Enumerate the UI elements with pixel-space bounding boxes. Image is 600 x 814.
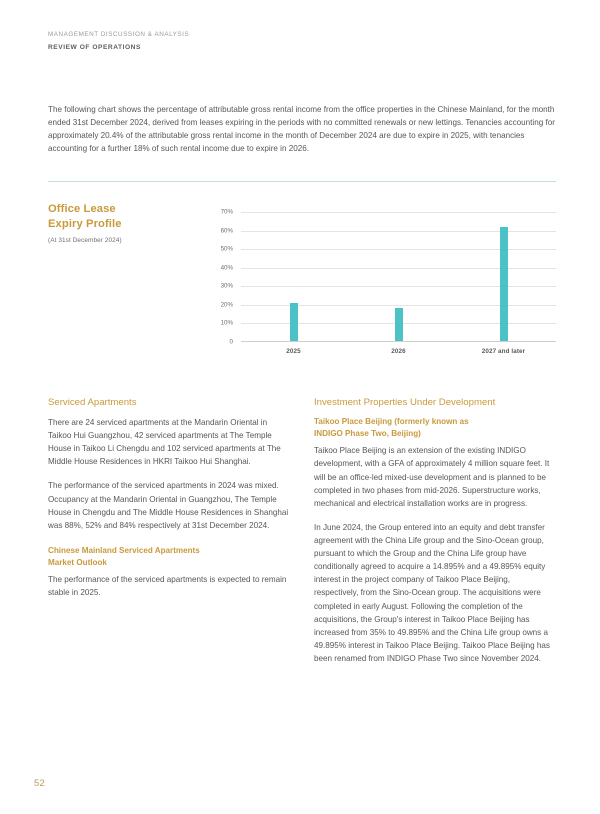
left-section-heading: Serviced Apartments [48,397,137,408]
right-subheading-line1: Taikoo Place Beijing (formerly known as [314,417,469,427]
y-tick-label: 70% [220,208,233,216]
section-divider [48,181,556,182]
right-section-heading: Investment Properties Under Development [314,397,496,408]
chart-y-axis [205,208,237,346]
x-tick-label: 2025 [286,348,301,355]
right-subheading-line2: INDIGO Phase Two, Beijing) [314,429,421,439]
header-section-label: MANAGEMENT DISCUSSION & ANALYSIS [48,31,190,38]
left-subheading-line1: Chinese Mainland Serviced Apartments [48,545,200,555]
chart-plot-wrapper [205,208,556,364]
y-tick-label: 20% [220,301,233,309]
y-tick-label: 40% [220,264,233,272]
left-paragraph-2: The performance of the serviced apartments in 2024 was mixed. Occupancy at the Mandarin Oriental in Guangzhou, The Temple House in Chengdu and The Middle House Residences in Shanghai was 88%, 52% and 84% respectively at 31st December 2024. [48,481,289,530]
chart-title-line2: Expiry Profile [48,217,122,230]
left-column [48,396,290,599]
chart-heading [48,202,188,244]
right-paragraph-1: Taikoo Place Beijing is an extension of the existing INDIGO development, with a GFA of approximately 4 million square feet. It will be an office-led mixed-use development and is planned to be completed in two phases from mid-2026. Superstructure works, mechanical and electrical installation works are in progress. [314,446,550,508]
bar-2026 [395,308,403,341]
intro-paragraph: The following chart shows the percentage of attributable gross rental income from the office properties in the Chinese Mainland, for the month ended 31st December 2024, derived from leases expiring in the periods with no committed renewals or new lettings. Tenancies accounting for approximately 20.4% of the attributable gross rental income in the month of December 2024 are due to expire in 2025, with tenancies accounting for a further 18% of such rental income due to expire in 2026. [48,105,555,154]
office-lease-expiry-chart [48,198,556,380]
chart-bars [241,212,556,341]
y-tick-label: 10% [220,319,233,327]
running-header [48,30,189,53]
bar-2027-and-later [500,227,508,341]
chart-title [48,202,188,232]
left-subheading [48,545,290,569]
y-tick-label: 60% [220,227,233,235]
y-tick-label: 30% [220,282,233,290]
bar-2025 [290,303,298,341]
chart-subtitle: (At 31st December 2024) [48,236,122,244]
chart-plot-area [241,212,556,342]
chart-title-line1: Office Lease [48,203,116,215]
bar-slot [346,212,451,341]
chart-x-axis-labels [241,348,556,355]
y-tick-label: 0 [229,338,233,346]
left-paragraph-1: There are 24 serviced apartments at the Mandarin Oriental in Taikoo Hui Guangzhou, 42 serviced apartments at The Temple House in Taikoo Li Chengdu and 102 serviced apartments at The Middle House Residences in HKRI Taikoo Hui Shanghai. [48,418,281,467]
x-tick-label: 2026 [391,348,406,355]
page-number: 52 [34,777,46,788]
header-subsection-label: REVIEW OF OPERATIONS [48,43,141,51]
y-tick-label: 50% [220,245,233,253]
left-paragraph-3: The performance of the serviced apartments is expected to remain stable in 2025. [48,575,287,598]
right-paragraph-2: In June 2024, the Group entered into an equity and debt transfer agreement with the China Life group and the Sino-Ocean group, pursuant to which the Group and the China Life group have conditionally agreed to acquire a 14.895% and a 49.895% equity interest in the project company of Taikoo Place Beijing, respectively, from the Sino-Ocean group. The acquisitions were completed in early August. Following the completion of the acquisitions, the Group's interest in Taikoo Place Beijing has increased from 35% to 49.895% and the China Life group owns a 49.895% interest in Taikoo Place Beijing. Taikoo Place Beijing has been renamed from INDIGO Phase Two since November 2024. [314,522,550,663]
bar-slot [451,212,556,341]
chart-x-axis-line [241,341,556,342]
right-subheading [314,416,556,440]
right-column [314,396,556,665]
left-subheading-line2: Market Outlook [48,558,107,568]
bar-slot [241,212,346,341]
x-tick-label: 2027 and later [481,348,526,355]
